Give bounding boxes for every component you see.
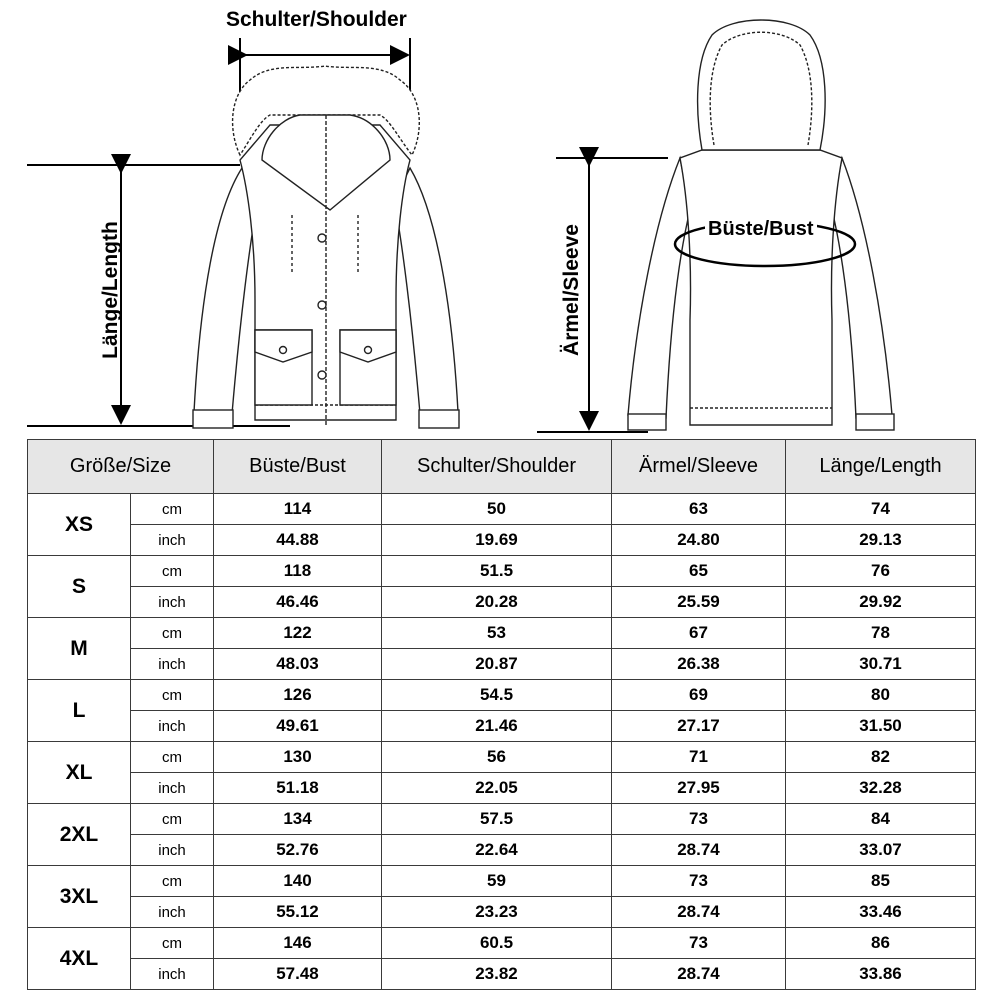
- value-cell: 80: [786, 680, 976, 711]
- unit-cell: inch: [131, 835, 214, 866]
- length-label: Länge/Length: [99, 221, 122, 359]
- value-cell: 26.38: [612, 649, 786, 680]
- value-cell: 20.28: [382, 587, 612, 618]
- size-cell: 3XL: [28, 866, 131, 928]
- value-cell: 71: [612, 742, 786, 773]
- shoulder-label: Schulter/Shoulder: [226, 8, 407, 31]
- value-cell: 140: [214, 866, 382, 897]
- table-row: [28, 742, 976, 773]
- value-cell: 76: [786, 556, 976, 587]
- table-row: [28, 587, 976, 618]
- value-cell: 60.5: [382, 928, 612, 959]
- value-cell: 46.46: [214, 587, 382, 618]
- table-row: [28, 711, 976, 742]
- bust-label: Büste/Bust: [705, 218, 817, 241]
- value-cell: 51.18: [214, 773, 382, 804]
- unit-cell: cm: [131, 680, 214, 711]
- value-cell: 31.50: [786, 711, 976, 742]
- value-cell: 126: [214, 680, 382, 711]
- value-cell: 59: [382, 866, 612, 897]
- value-cell: 24.80: [612, 525, 786, 556]
- size-cell: 2XL: [28, 804, 131, 866]
- value-cell: 29.92: [786, 587, 976, 618]
- value-cell: 114: [214, 494, 382, 525]
- unit-cell: cm: [131, 866, 214, 897]
- value-cell: 28.74: [612, 897, 786, 928]
- value-cell: 23.23: [382, 897, 612, 928]
- unit-cell: cm: [131, 494, 214, 525]
- table-header-row: [28, 440, 976, 494]
- table-row: [28, 494, 976, 525]
- unit-cell: inch: [131, 649, 214, 680]
- value-cell: 25.59: [612, 587, 786, 618]
- table-row: [28, 866, 976, 897]
- size-cell: S: [28, 556, 131, 618]
- table-row: [28, 959, 976, 990]
- header-sleeve: Ärmel/Sleeve: [612, 440, 786, 494]
- value-cell: 67: [612, 618, 786, 649]
- value-cell: 33.86: [786, 959, 976, 990]
- unit-cell: inch: [131, 773, 214, 804]
- value-cell: 73: [612, 866, 786, 897]
- value-cell: 49.61: [214, 711, 382, 742]
- header-length: Länge/Length: [786, 440, 976, 494]
- value-cell: 53: [382, 618, 612, 649]
- jacket-illustration: [0, 0, 1001, 440]
- value-cell: 82: [786, 742, 976, 773]
- size-cell: XS: [28, 494, 131, 556]
- jacket-front: [193, 66, 459, 428]
- unit-cell: inch: [131, 587, 214, 618]
- table-row: [28, 618, 976, 649]
- value-cell: 52.76: [214, 835, 382, 866]
- size-cell: M: [28, 618, 131, 680]
- size-cell: XL: [28, 742, 131, 804]
- value-cell: 51.5: [382, 556, 612, 587]
- table-row: [28, 649, 976, 680]
- unit-cell: cm: [131, 556, 214, 587]
- value-cell: 27.17: [612, 711, 786, 742]
- value-cell: 69: [612, 680, 786, 711]
- unit-cell: inch: [131, 897, 214, 928]
- unit-cell: cm: [131, 928, 214, 959]
- unit-cell: inch: [131, 525, 214, 556]
- value-cell: 33.07: [786, 835, 976, 866]
- table-row: [28, 835, 976, 866]
- table-row: [28, 928, 976, 959]
- table-row: [28, 680, 976, 711]
- value-cell: 85: [786, 866, 976, 897]
- value-cell: 23.82: [382, 959, 612, 990]
- value-cell: 130: [214, 742, 382, 773]
- size-cell: 4XL: [28, 928, 131, 990]
- value-cell: 65: [612, 556, 786, 587]
- value-cell: 146: [214, 928, 382, 959]
- value-cell: 57.48: [214, 959, 382, 990]
- value-cell: 48.03: [214, 649, 382, 680]
- value-cell: 22.05: [382, 773, 612, 804]
- value-cell: 27.95: [612, 773, 786, 804]
- value-cell: 74: [786, 494, 976, 525]
- value-cell: 84: [786, 804, 976, 835]
- value-cell: 86: [786, 928, 976, 959]
- header-bust: Büste/Bust: [214, 440, 382, 494]
- table-row: [28, 773, 976, 804]
- size-chart-table: [27, 439, 976, 990]
- value-cell: 30.71: [786, 649, 976, 680]
- sleeve-label: Ärmel/Sleeve: [560, 224, 583, 356]
- table-row: [28, 804, 976, 835]
- value-cell: 56: [382, 742, 612, 773]
- value-cell: 28.74: [612, 835, 786, 866]
- unit-cell: inch: [131, 959, 214, 990]
- value-cell: 21.46: [382, 711, 612, 742]
- value-cell: 29.13: [786, 525, 976, 556]
- header-shoulder: Schulter/Shoulder: [382, 440, 612, 494]
- value-cell: 33.46: [786, 897, 976, 928]
- value-cell: 19.69: [382, 525, 612, 556]
- value-cell: 73: [612, 928, 786, 959]
- value-cell: 55.12: [214, 897, 382, 928]
- table-row: [28, 897, 976, 928]
- table-row: [28, 556, 976, 587]
- value-cell: 122: [214, 618, 382, 649]
- value-cell: 20.87: [382, 649, 612, 680]
- unit-cell: cm: [131, 742, 214, 773]
- value-cell: 50: [382, 494, 612, 525]
- value-cell: 134: [214, 804, 382, 835]
- value-cell: 63: [612, 494, 786, 525]
- table-row: [28, 525, 976, 556]
- value-cell: 118: [214, 556, 382, 587]
- header-size: Größe/Size: [28, 440, 214, 494]
- value-cell: 32.28: [786, 773, 976, 804]
- size-cell: L: [28, 680, 131, 742]
- value-cell: 78: [786, 618, 976, 649]
- unit-cell: cm: [131, 618, 214, 649]
- value-cell: 28.74: [612, 959, 786, 990]
- unit-cell: cm: [131, 804, 214, 835]
- table-body: [28, 494, 976, 990]
- value-cell: 57.5: [382, 804, 612, 835]
- value-cell: 44.88: [214, 525, 382, 556]
- value-cell: 22.64: [382, 835, 612, 866]
- value-cell: 54.5: [382, 680, 612, 711]
- unit-cell: inch: [131, 711, 214, 742]
- value-cell: 73: [612, 804, 786, 835]
